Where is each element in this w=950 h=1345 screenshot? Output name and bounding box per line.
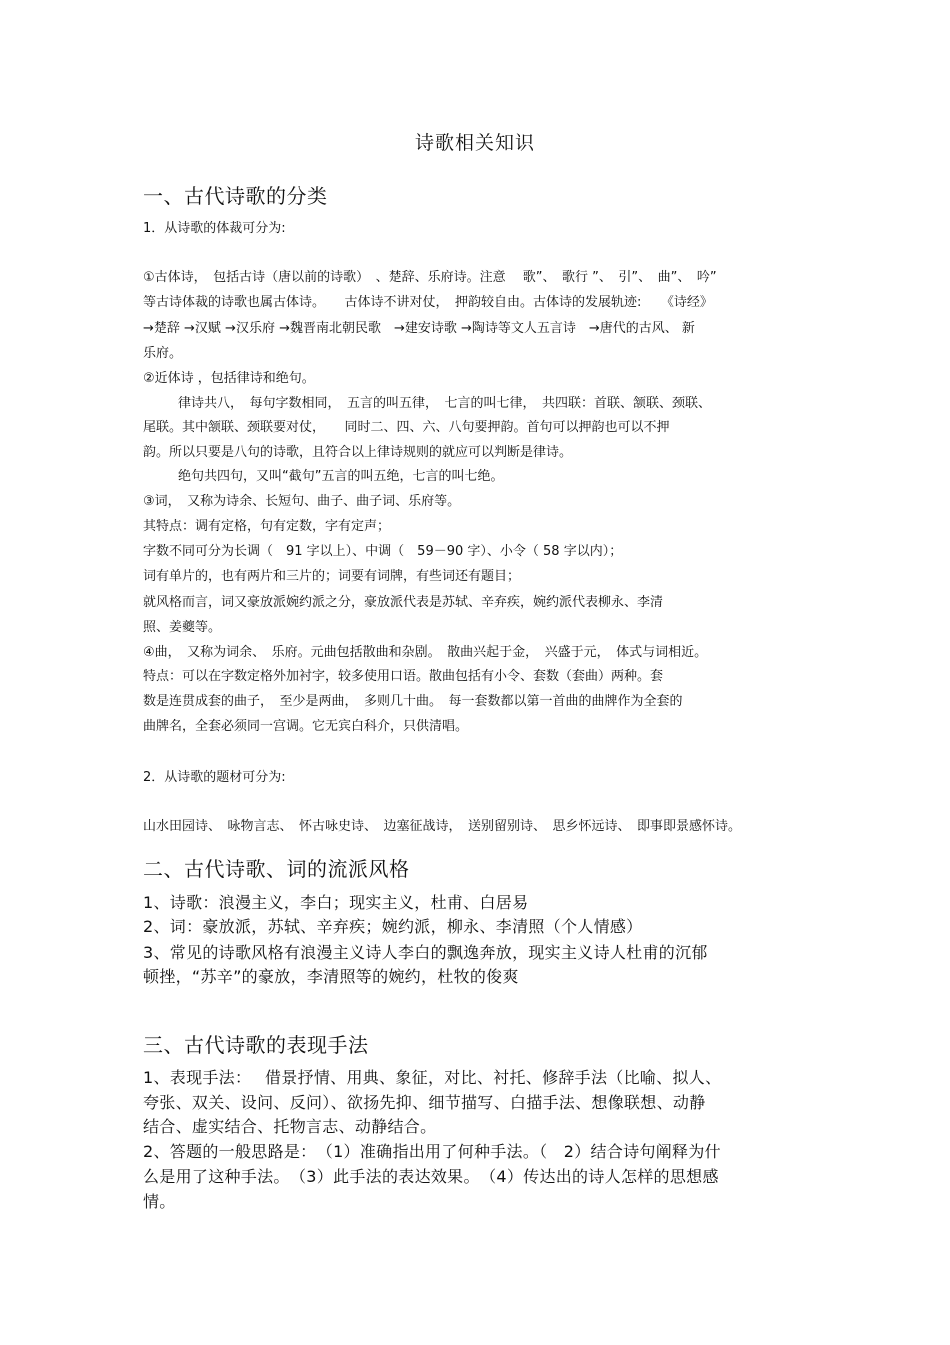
paragraph-line: 情。 — [143, 1192, 176, 1211]
paragraph-line: ②近体诗 ，包括律诗和绝句。 — [143, 371, 315, 386]
section-3-heading: 三、古代诗歌的表现手法 — [143, 1033, 369, 1057]
section-2-heading: 二、古代诗歌、词的流派风格 — [143, 857, 410, 881]
paragraph-line: 么是用了这种手法。 （3）此手法的表达效果。 （4）传达出的诗人怎样的思想感 — [143, 1167, 719, 1186]
subsection-2-heading: 2．从诗歌的题材可分为: — [143, 770, 286, 785]
paragraph-line: 1、表现手法： 借景抒情、用典、象征，对比、衬托、修辞手法（比喻、拟人、 — [143, 1068, 722, 1087]
paragraph-line: 数是连贯成套的曲子， 至少是两曲， 多则几十曲。 每一套数都以第一首曲的曲牌作为全套的 — [143, 694, 683, 709]
paragraph-line: 乐府。 — [143, 346, 183, 361]
paragraph-line: 特点：可以在字数定格外加衬字，较多使用口语。散曲包括有小令、套数（套曲）两种。套 — [143, 669, 664, 684]
paragraph-line: 其特点：调有定格，句有定数，字有定声； — [143, 519, 391, 534]
paragraph-line: 3、常见的诗歌风格有浪漫主义诗人李白的飘逸奔放，现实主义诗人杜甫的沉郁 — [143, 943, 708, 962]
section-1-heading: 一、古代诗歌的分类 — [143, 184, 328, 208]
paragraph-line: 2、答题的一般思路是： （1）准确指出用了何种手法。（ 2）结合诗句阐释为什 — [143, 1142, 721, 1161]
paragraph-line: 韵。所以只要是八句的诗歌，且符合以上律诗规则的就应可以判断是律诗。 — [143, 445, 573, 460]
paragraph-line: 就风格而言，词又豪放派婉约派之分，豪放派代表是苏轼、辛弃疾，婉约派代表柳永、李清 — [143, 595, 664, 610]
paragraph-line: ③词， 又称为诗余、长短句、曲子、曲子词、乐府等。 — [143, 494, 461, 509]
paragraph-line: ④曲， 又称为词余、 乐府。元曲包括散曲和杂剧。 散曲兴起于金， 兴盛于元， 体式与词相近。 — [143, 645, 708, 660]
paragraph-line: 尾联。其中颔联、颈联要对仗， 同时二、四、六、八句要押韵。首句可以押韵也可以不押 — [143, 420, 670, 435]
paragraph-line: 律诗共八， 每句字数相同， 五言的叫五律， 七言的叫七律， 共四联：首联、颔联、颈联、 — [178, 396, 712, 411]
paragraph-line: 字数不同可分为长调（ 91 字以上）、中调（ 59－90 字）、小令（ 58 字以内）； — [143, 544, 623, 559]
paragraph-line: 结合、虚实结合、托物言志、动静结合。 — [143, 1117, 437, 1136]
paragraph-line: 2、词：豪放派，苏轼、辛弃疾；婉约派，柳永、李清照（个人情感） — [143, 917, 643, 936]
paragraph-line: 词有单片的，也有两片和三片的；词要有词牌，有些词还有题目； — [143, 569, 521, 584]
page-title: 诗歌相关知识 — [414, 132, 535, 154]
topics-line: 山水田园诗、 咏物言志、 怀古咏史诗、 边塞征战诗， 送别留别诗、 思乡怀远诗、 即事即景感怀诗。 — [143, 819, 742, 834]
paragraph-line: 夸张、双关、设问、反问）、欲扬先抑、细节描写、白描手法、想像联想、动静 — [143, 1093, 706, 1112]
paragraph-line: 曲牌名，全套必须同一宫调。它无宾白科介，只供清唱。 — [143, 719, 469, 734]
paragraph-line: 照、姜夔等。 — [143, 620, 222, 635]
paragraph-line: ①古体诗， 包括古诗（唐以前的诗歌） 、楚辞、乐府诗。注意 歌”、 歌行 ”、 引”、 曲”、 吟” — [143, 270, 717, 285]
paragraph-line: →楚辞 →汉赋 →汉乐府 →魏晋南北朝民歌 →建安诗歌 →陶诗等文人五言诗 →唐代的古风、 新 — [143, 321, 695, 336]
paragraph-line: 1、诗歌：浪漫主义，李白；现实主义，杜甫、白居易 — [143, 893, 529, 912]
paragraph-line: 等古诗体裁的诗歌也属古体诗。 古体诗不讲对仗， 押韵较自由。古体诗的发展轨迹: 《诗经》 — [143, 295, 713, 310]
subsection-1-heading: 1．从诗歌的体裁可分为: — [143, 221, 286, 236]
paragraph-line: 绝句共四句，又叫“截句”五言的叫五绝，七言的叫七绝。 — [178, 469, 504, 484]
paragraph-line: 顿挫，“苏辛”的豪放，李清照等的婉约，杜牧的俊爽 — [143, 967, 519, 986]
